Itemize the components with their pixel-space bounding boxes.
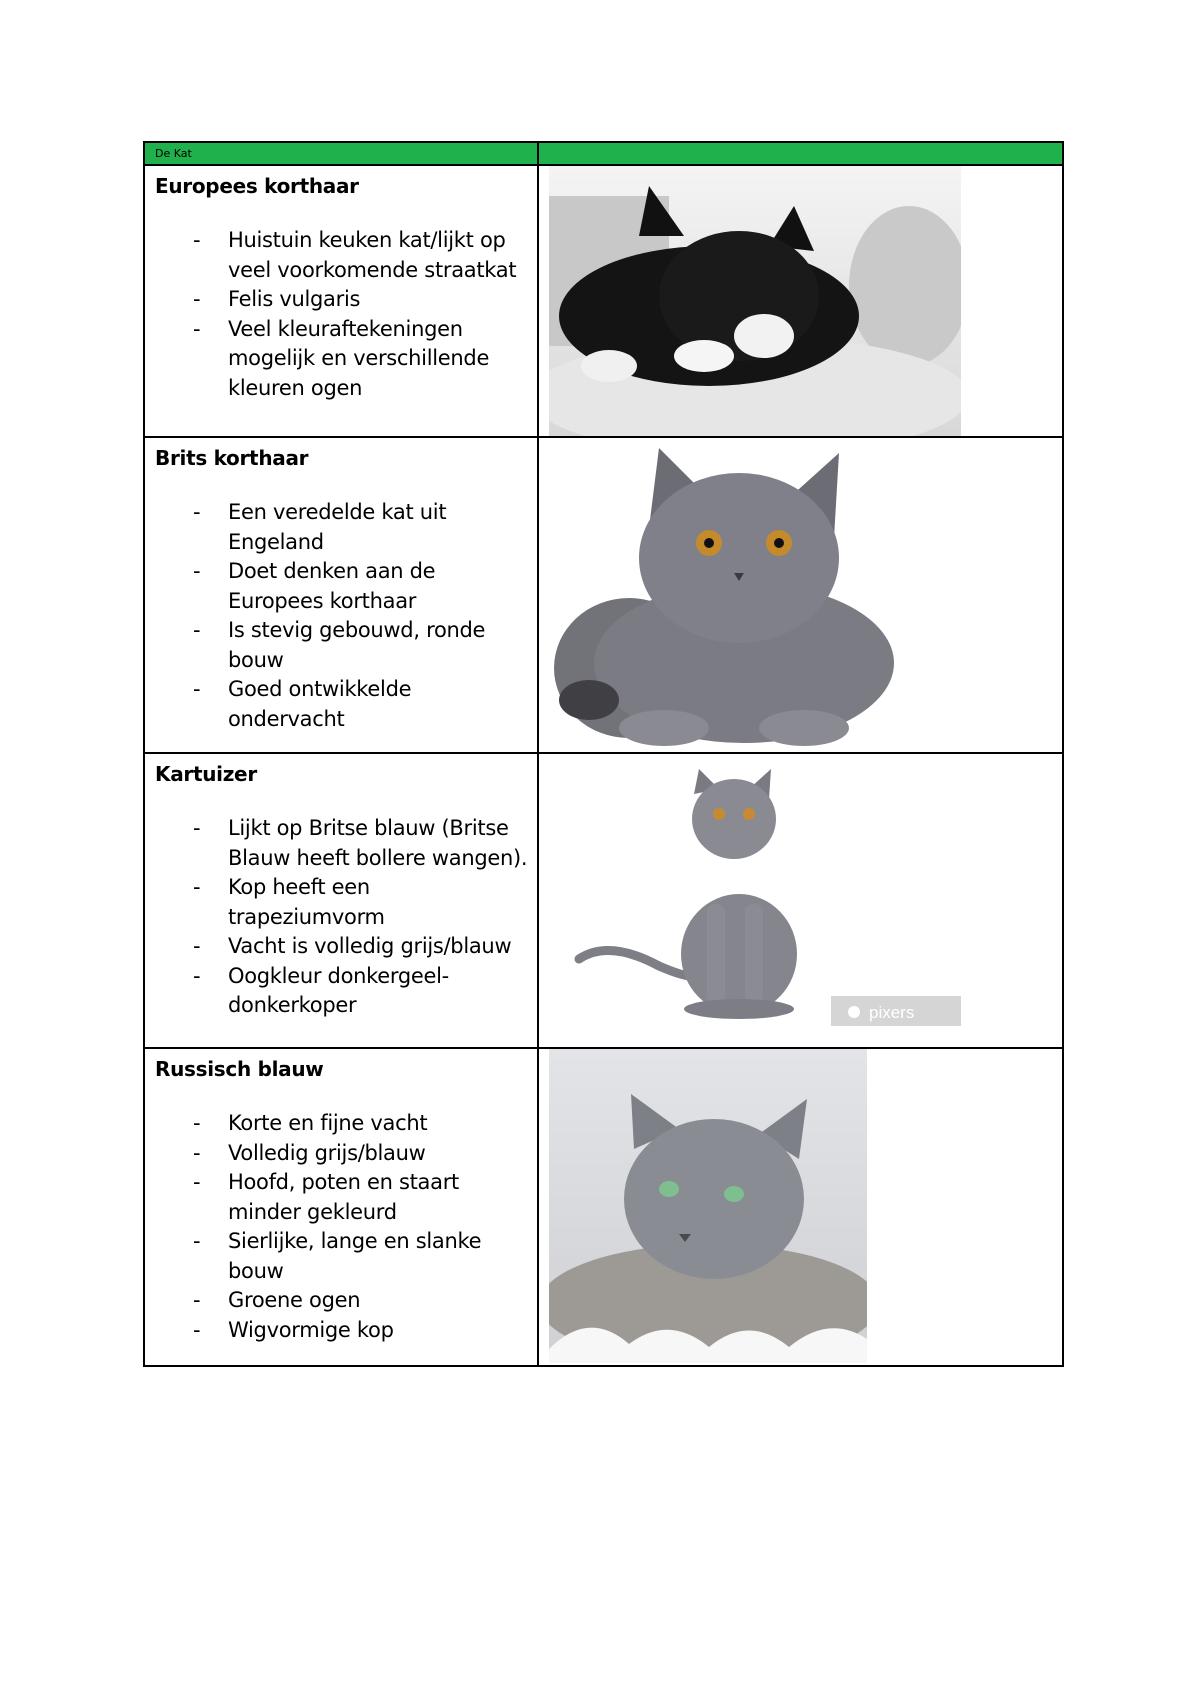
- list-item: - Vacht is volledig grijs/blauw: [193, 934, 512, 958]
- list-item: - Kop heeft een trapeziumvorm: [193, 875, 385, 929]
- breed-description: [145, 166, 539, 436]
- breed-photo-cell: [539, 438, 1062, 752]
- list-item: - Korte en fijne vacht: [193, 1111, 428, 1135]
- breed-description: [145, 1049, 539, 1365]
- breed-traits-list: [155, 226, 529, 403]
- list-item: - Sierlijke, lange en slanke bouw: [193, 1229, 482, 1283]
- breed-title: Brits korthaar: [155, 446, 309, 470]
- breed-title: Europees korthaar: [155, 174, 359, 198]
- breed-photo-cell: [539, 166, 1062, 436]
- breed-row: [145, 754, 1062, 1049]
- breed-traits-list: [155, 498, 529, 734]
- table-header-title: De Kat: [145, 143, 539, 164]
- breed-traits-list: [155, 814, 529, 1021]
- watermark-label: pixers: [869, 1003, 915, 1022]
- breed-title: Russisch blauw: [155, 1057, 324, 1081]
- breed-description: [145, 438, 539, 752]
- breed-row: [145, 438, 1062, 754]
- cat-breeds-table: [143, 141, 1064, 1367]
- list-item: - Is stevig gebouwd, ronde bouw: [193, 618, 486, 672]
- list-item: - Goed ontwikkelde ondervacht: [193, 677, 412, 731]
- list-item: - Lijkt op Britse blauw (Britse Blauw heeft bollere wangen).: [193, 816, 528, 870]
- list-item: - Oogkleur donkergeel-donkerkoper: [193, 963, 449, 1017]
- breed-traits-list: [155, 1109, 529, 1345]
- list-item: - Volledig grijs/blauw: [193, 1140, 426, 1165]
- breed-title: Kartuizer: [155, 762, 257, 786]
- breed-photo-cell: [539, 754, 1062, 1047]
- breed-description: [145, 754, 539, 1047]
- table-header-empty: [539, 143, 1062, 164]
- breed-row: [145, 166, 1062, 438]
- list-item: - Huistuin keuken kat/lijkt op veel voorkomende straatkat: [193, 228, 517, 282]
- breed-row: [145, 1049, 1062, 1365]
- list-item: - Veel kleuraftekeningen mogelijk en verschillende kleuren ogen: [193, 316, 490, 400]
- table-header: [145, 143, 1062, 166]
- russian-blue-cat-photo: [549, 1049, 867, 1363]
- list-item: - Felis vulgaris: [193, 287, 361, 311]
- black-white-cat-sleeping-photo: [549, 166, 961, 436]
- chartreux-sitting-cat-photo: [549, 754, 961, 1046]
- breed-photo-cell: [539, 1049, 1062, 1365]
- list-item: - Groene ogen: [193, 1288, 361, 1312]
- list-item: - Hoofd, poten en staart minder gekleurd: [193, 1170, 459, 1224]
- list-item: - Doet denken aan de Europees korthaar: [193, 559, 436, 613]
- list-item: - Wigvormige kop: [193, 1317, 394, 1342]
- list-item: - Een veredelde kat uit Engeland: [193, 500, 447, 554]
- british-shorthair-grey-cat-photo: [549, 438, 919, 750]
